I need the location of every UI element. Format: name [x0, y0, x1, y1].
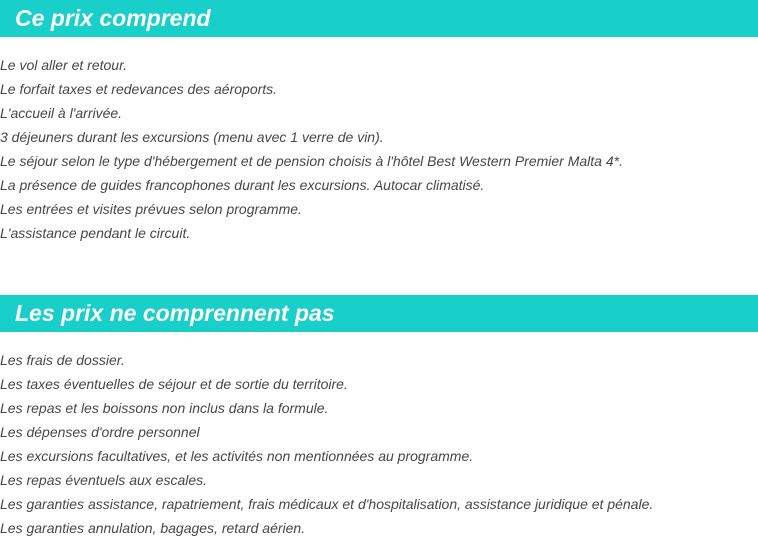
includes-item: L'assistance pendant le circuit.: [0, 225, 191, 241]
includes-item: Le séjour selon le type d'hébergement et de pension choisis à l'hôtel Best Western Premier Malta 4*.: [0, 153, 623, 169]
includes-item: Les entrées et visites prévues selon programme.: [0, 201, 302, 217]
excludes-item: Les dépenses d'ordre personnel: [0, 424, 200, 440]
excludes-item: Les taxes éventuelles de séjour et de sortie du territoire.: [0, 376, 348, 392]
excludes-item: Les garanties annulation, bagages, retard aérien.: [0, 520, 306, 536]
excludes-item: Les repas éventuels aux escales.: [0, 472, 208, 488]
excludes-item: Les excursions facultatives, et les activités non mentionnées au programme.: [0, 448, 474, 464]
includes-item: L'accueil à l'arrivée.: [0, 105, 123, 121]
includes-section-title: Ce prix comprend: [0, 0, 758, 37]
excludes-list: [0, 348, 653, 540]
includes-item: La présence de guides francophones durant les excursions. Autocar climatisé.: [0, 177, 485, 193]
excludes-section-title: Les prix ne comprennent pas: [0, 295, 758, 332]
includes-item: Le vol aller et retour.: [0, 57, 128, 73]
excludes-item: Les repas et les boissons non inclus dans la formule.: [0, 400, 329, 416]
excludes-item: Les garanties assistance, rapatriement, frais médicaux et d'hospitalisation, assistance juridique et pénale.: [0, 496, 654, 512]
includes-item: Le forfait taxes et redevances des aéroports.: [0, 81, 278, 97]
includes-list: [0, 53, 623, 245]
includes-item: 3 déjeuners durant les excursions (menu avec 1 verre de vin).: [0, 129, 384, 145]
excludes-item: Les frais de dossier.: [0, 352, 125, 368]
